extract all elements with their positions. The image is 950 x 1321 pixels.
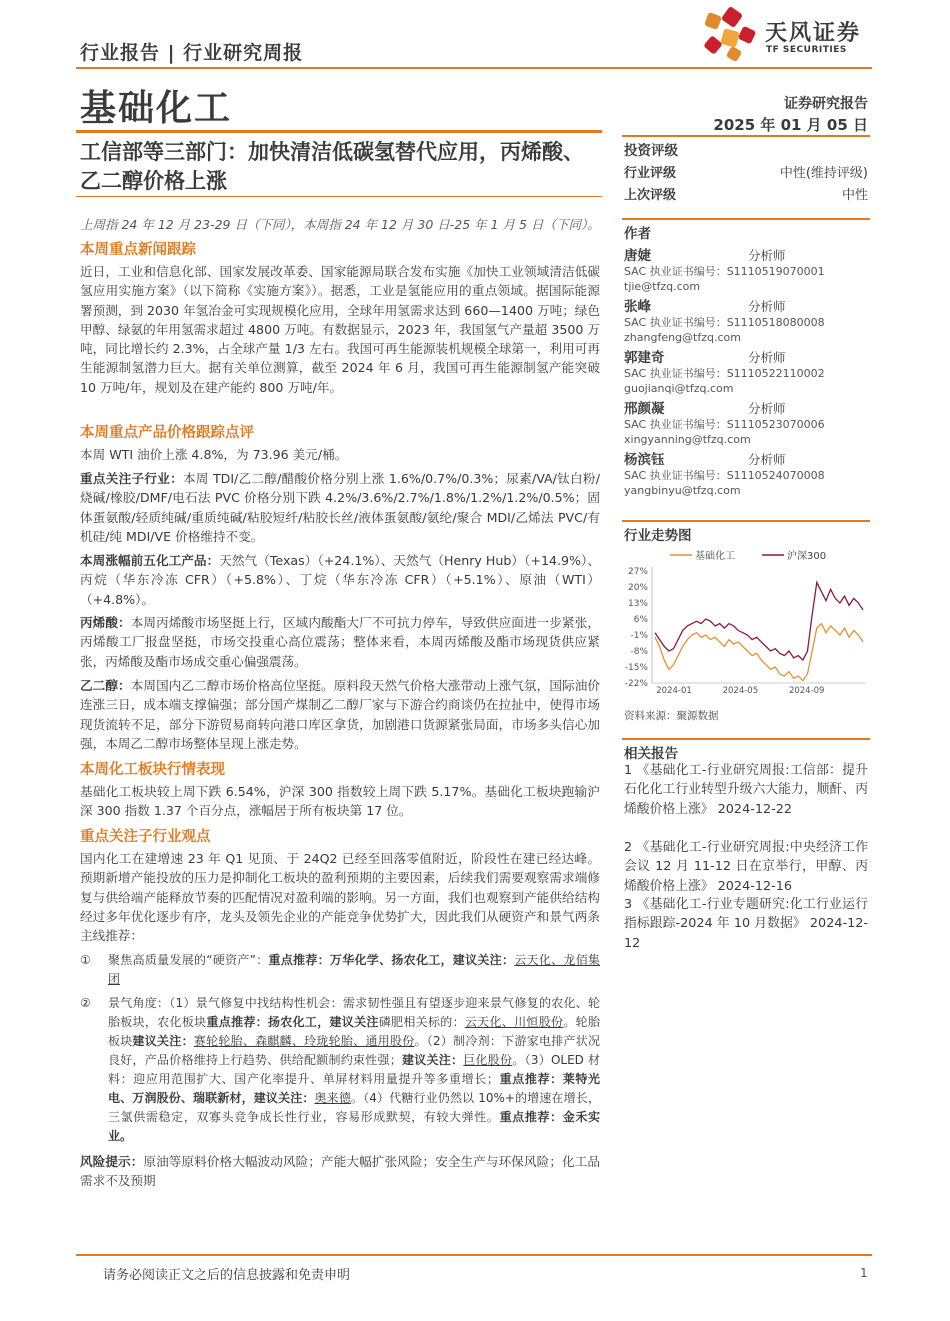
risk-body: 原油等原料价格大幅波动风险；产能大幅扩张风险；安全生产与环保风险；化工品需求不及预期 — [80, 1154, 601, 1189]
item2-text-3: 。轮胎板块 — [108, 1015, 600, 1048]
authors-rule — [622, 218, 870, 220]
item2-text-1: 景气角度：（1）景气修复中找结构性机会：需求韧性强且有望逐步迎来景气修复的农化、轮胎板块，农化板块 — [108, 996, 600, 1029]
y-tick-label: 27% — [627, 567, 648, 577]
author-role: 分析师 — [748, 452, 786, 467]
series-line — [655, 624, 863, 681]
rating-key: 行业评级 — [624, 166, 677, 181]
report-title: 工信部等三部门：加快清洁低碳氢替代应用，丙烯酸、乙二醇价格上涨 — [80, 140, 584, 193]
item2-text-6: 。（4）代糖行业仍然以 10%+的增速在增长，三氯供需稳定，双寡头竞争成长性行业，容易形成默契，有较大弹性。 — [108, 1091, 600, 1124]
x-tick-label: 2024-01 — [656, 686, 692, 695]
author-email[interactable]: xingyanning@tfzq.com — [624, 433, 751, 446]
item2-text-5: 。（3）OLED 材料：迎应用范围扩大、国产化率提升、单屏材料用量提升等多重增长； — [108, 1053, 600, 1086]
top5-body: 天然气（Texas）（+24.1%）、天然气（Henry Hub）（+14.9%）、丙烷（华东冷冻 CFR）（+5.8%）、丁烷（华东冷冻 CFR）（+5.1%）、原油（WTI）（+4.8%）。 — [80, 553, 601, 607]
reports-heading: 相关报告 — [624, 746, 678, 762]
x-tick-label: 2024-09 — [788, 686, 825, 695]
title-rule-top — [76, 130, 602, 133]
chart-source: 资料来源：聚源数据 — [624, 710, 719, 722]
header-rule — [76, 67, 872, 69]
focus-paragraph — [80, 469, 600, 546]
list-number-1: ① — [80, 953, 91, 967]
chart-rule — [622, 520, 870, 522]
related-report[interactable]: 1 《基础化工-行业研究周报:工信部：提升石化化工行业转型升级六大能力，顺酐、丙烯酸价格上涨》 2024-12-22 — [624, 763, 868, 817]
section-heading-news: 本周重点新闻跟踪 — [80, 242, 196, 258]
item2-link-4[interactable]: 奥来德 — [314, 1091, 351, 1105]
section-heading-sector: 本周化工板块行情表现 — [80, 762, 225, 778]
risk-label: 风险提示： — [80, 1154, 144, 1169]
item2-link-1[interactable]: 云天化、川恒股份 — [464, 1015, 564, 1029]
oil-paragraph: 本周 WTI 油价上涨 4.8%，为 73.96 美元/桶。 — [80, 447, 348, 462]
section-heading-views: 重点关注子行业观点 — [80, 829, 211, 845]
report-type: 证券研究报告 — [784, 96, 868, 112]
related-report[interactable]: 3 《基础化工-行业专题研究:化工行业运行指标跟踪-2024 年 10 月数据》 2024-12-12 — [624, 897, 868, 951]
sector-paragraph: 基础化工板块较上周下跌 6.54%，沪深 300 指数较上周下跌 5.17%。基础化工板块跑输沪深 300 指数 1.37 个百分点，涨幅居于所有板块第 17 位。 — [80, 784, 600, 819]
author-block — [624, 350, 868, 396]
authors-heading: 作者 — [624, 226, 651, 242]
author-role: 分析师 — [748, 350, 786, 365]
sector-title: 基础化工 — [80, 88, 233, 129]
y-tick-label: 6% — [633, 615, 648, 625]
author-email[interactable]: guojianqi@tfzq.com — [624, 382, 734, 395]
author-name: 郭建奇 — [624, 350, 665, 366]
author-sac: SAC 执业证书编号：S1110522110002 — [624, 367, 825, 380]
author-email[interactable]: yangbinyu@tfzq.com — [624, 484, 741, 497]
rating-key: 上次评级 — [624, 188, 677, 203]
author-sac: SAC 执业证书编号：S1110524070008 — [624, 469, 825, 482]
author-name: 邢颜凝 — [624, 401, 665, 417]
title-rule-bottom — [76, 196, 602, 197]
top5-label: 本周涨幅前五化工产品： — [80, 553, 220, 568]
y-tick-label: -22% — [624, 679, 648, 689]
chart-heading: 行业走势图 — [624, 528, 692, 544]
author-block — [624, 248, 868, 294]
rating-value: 中性(维持评级) — [779, 166, 868, 181]
page-number: 1 — [860, 1266, 868, 1280]
y-tick-label: -8% — [630, 647, 648, 657]
author-name: 张峰 — [624, 299, 651, 315]
logo-subtext: TF SECURITIES — [766, 45, 847, 55]
meg-paragraph — [80, 676, 600, 753]
item2-link-3[interactable]: 巨化股份 — [463, 1053, 513, 1067]
item2-text-2: 磷肥相关标的： — [378, 1015, 465, 1029]
views-paragraph: 国内化工在建增速 23 年 Q1 见顶、于 24Q2 已经至回落零值附近，阶段性在建已经达峰。预期新增产能投放的压力是抑制化工板块的盈利预期的主要因素，后续我们需要观察需求端修复与供给端产能释放节奏的匹配情况对盈利端的影响。另一方面，我们也观察到产能供给结构经过多年优化逐步有序，龙头及领先企业的产能竞争优势扩大，因此我们从硬资产和景气两条主线推荐： — [80, 851, 600, 944]
list-item-prosperity — [80, 994, 600, 1146]
author-name: 唐婕 — [624, 248, 651, 264]
legend-label: 沪深300 — [787, 551, 827, 562]
rating-rule — [622, 135, 870, 137]
author-role: 分析师 — [748, 248, 786, 263]
trend-chart — [622, 545, 872, 695]
report-date: 2025 年 01 月 05 日 — [713, 116, 868, 134]
acrylic-paragraph — [80, 613, 600, 671]
y-tick-label: -1% — [630, 631, 648, 641]
acrylic-body: 本周丙烯酸市场坚挺上行，区域内酸酯大厂不可抗力停车，导致供应面进一步紧张，丙烯酸工厂报盘坚挺，市场交投重心高位震荡；整体来看，本周丙烯酸及酯市场现货供应紧张，丙烯酸及酯市场成交重心偏强震荡。 — [80, 615, 601, 669]
meg-body: 本周国内乙二醇市场价格高位坚挺。原料段天然气价格大涨带动上涨气氛，国际油价连涨三日，成本端支撑偏强；部分国产煤制乙二醇厂家与下游合约商谈仍在拉扯中，使得市场现货流转不足，部分下游贸易商转向港口库区拿货，加剧港口货源紧张局面，市场多头信心加强，本周乙二醇市场整体呈现上涨走势。 — [80, 678, 601, 751]
item2-bold-3: 建议关注： — [401, 1053, 464, 1067]
y-tick-label: 13% — [627, 599, 648, 609]
focus-label: 重点关注子行业： — [80, 471, 183, 486]
author-block — [624, 299, 868, 345]
rating-value: 中性 — [841, 188, 868, 203]
author-sac: SAC 执业证书编号：S1110519070001 — [624, 265, 825, 278]
period-note: 上周指 24 年 12 月 23-29 日（下同），本周指 24 年 12 月 30 日-25 年 1 月 5 日（下同）。 — [80, 217, 600, 232]
item2-bold-4: 重点推荐：莱特光电、万润股份、瑞联新材，建议关注： — [108, 1072, 600, 1105]
rating-row-previous — [624, 184, 868, 203]
list-number-2: ② — [80, 996, 91, 1010]
author-sac: SAC 执业证书编号：S1110523070006 — [624, 418, 825, 431]
legend-label: 基础化工 — [695, 551, 735, 562]
footer-disclaimer: 请务必阅读正文之后的信息披露和免责申明 — [103, 1268, 351, 1283]
series-line — [655, 582, 863, 660]
item2-text-4: 。（2）制冷剂：下游家电排产状况良好，产品价格维持上行趋势、供给配额制约束性强； — [108, 1034, 600, 1067]
author-sac: SAC 执业证书编号：S1110518080008 — [624, 316, 825, 329]
y-tick-label: -15% — [624, 663, 648, 673]
author-block — [624, 401, 868, 447]
top5-paragraph — [80, 551, 600, 609]
list-item-hard-assets — [80, 951, 600, 989]
author-block — [624, 452, 868, 498]
logo-text: 天风证券 — [765, 21, 862, 46]
news-paragraph: 近日，工业和信息化部、国家发展改革委、国家能源局联合发布实施《加快工业领域清洁低碳氢应用实施方案》（以下简称《实施方案》）。据悉，工业是氢能应用的重点领域。据国际能源署预测，到 2030 年氢冶金可实现规模化应用，全球年用氢需求达到 660—1400 万吨；绿色甲醇、绿氨的年用氢需求超过 4800 万吨。有数据显示，2023 年，我国氢气产量超 3500 万吨，同比增长约 2.3%，占全球产量 1/3 左右。我国可再生能源装机规模全球第一，利用可再生能源制氢潜力巨大。据有关单位测算，截至 2024 年 6 月，我国可再生能源制氢产能突破 10 万吨/年，规划及在建产能约 800 万吨/年。 — [80, 264, 600, 395]
item2-bold-2: 建议关注： — [132, 1034, 194, 1048]
x-tick-label: 2024-05 — [722, 686, 759, 695]
reports-rule — [622, 738, 870, 740]
author-role: 分析师 — [748, 299, 786, 314]
report-category: 行业报告 | 行业研究周报 — [80, 42, 304, 64]
y-tick-label: 20% — [627, 583, 648, 593]
rating-heading: 投资评级 — [624, 143, 678, 159]
item2-bold-5: 重点推荐：金禾实业。 — [108, 1110, 600, 1143]
related-report[interactable]: 2 《基础化工-行业研究周报:中央经济工作会议 12 月 11-12 日在京举行，甲醇、丙烯酸价格上涨》 2024-12-16 — [624, 840, 868, 894]
author-name: 杨滨钰 — [624, 452, 665, 468]
acrylic-label: 丙烯酸： — [80, 615, 131, 630]
item1-recommend: 重点推荐：万华化学、扬农化工，建议关注： — [268, 953, 515, 967]
author-email[interactable]: zhangfeng@tfzq.com — [624, 331, 741, 344]
author-role: 分析师 — [748, 401, 786, 416]
item2-bold-1: 重点推荐：扬农化工，建议关注 — [206, 1015, 379, 1029]
author-email[interactable]: tjie@tfzq.com — [624, 280, 701, 293]
focus-body: 本周 TDI/乙二醇/醋酸价格分别上涨 1.6%/0.7%/0.3%；尿素/VA/钛白粉/烧碱/橡胶/DMF/电石法 PVC 价格分别下跌 4.2%/3.6%/2.7%/1.8%/1.2%/1.2%/0.5%；固体蛋氨酸/轻质纯碱/重质纯碱/粘胶短纤/粘胶长丝/液体蛋氨酸/氨纶/聚合 MDI/乙烯法 PVC/有机硅/纯 MDI/VE 价格维持不变。 — [80, 471, 600, 544]
item1-lead: 聚焦高质量发展的“硬资产”： — [108, 953, 269, 967]
item2-link-2[interactable]: 赛轮轮胎、森麒麟、玲珑轮胎、通用股份 — [193, 1034, 415, 1048]
section-heading-price: 本周重点产品价格跟踪点评 — [80, 425, 254, 441]
rating-row-industry — [624, 162, 868, 181]
risk-paragraph — [80, 1152, 600, 1191]
footer-rule — [76, 1254, 872, 1256]
meg-label: 乙二醇： — [80, 678, 131, 693]
item1-stocks-link[interactable]: 云天化、龙佰集团 — [108, 953, 600, 986]
